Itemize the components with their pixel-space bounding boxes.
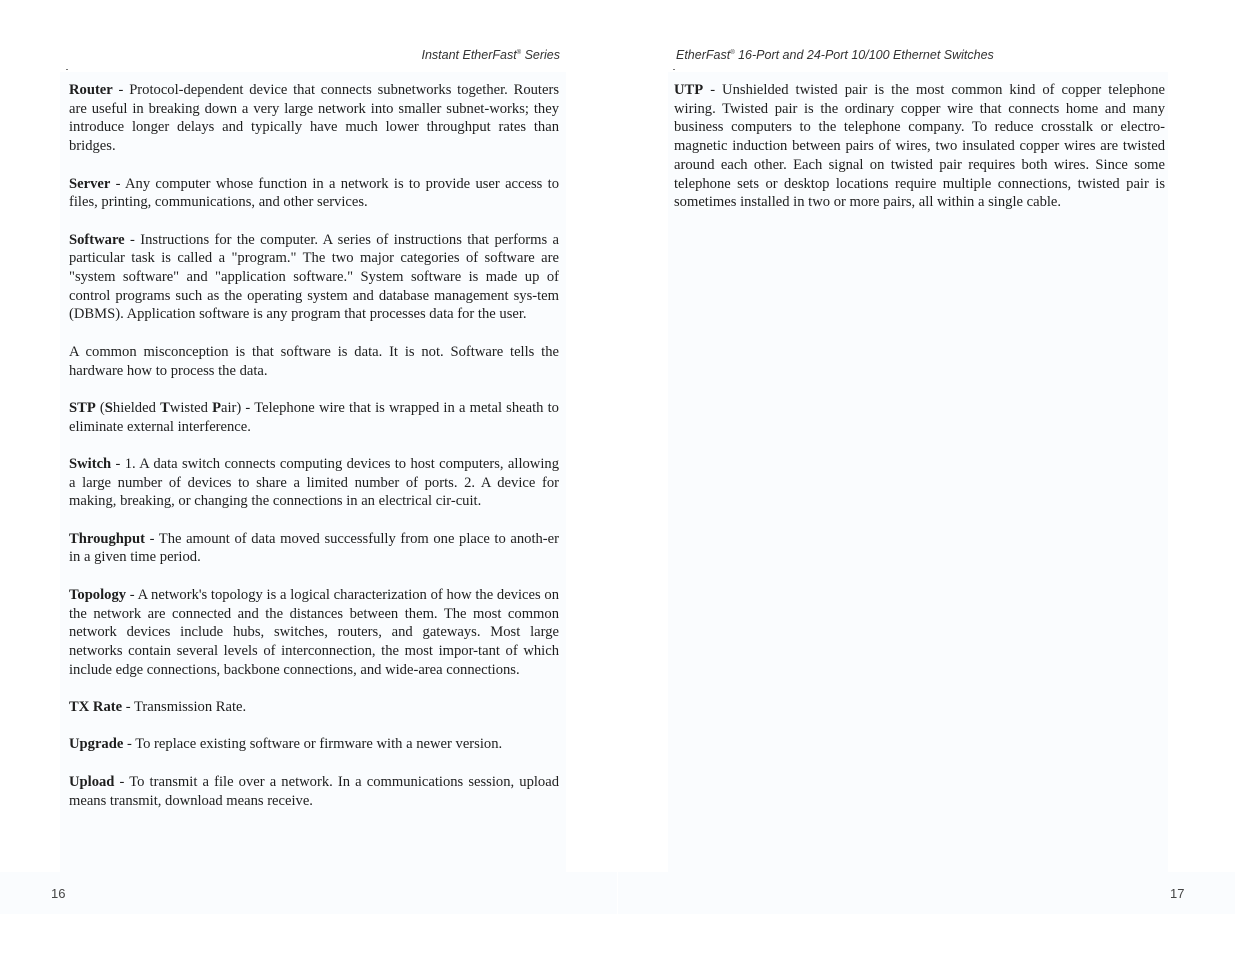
left-page <box>0 0 617 954</box>
right-running-head-suffix: 16-Port and 24-Port 10/100 Ethernet Switches <box>734 48 994 62</box>
stp-letter-p: P <box>212 399 221 416</box>
glossary-definition: - Unshielded twisted pair is the most common kind of copper telephone wiring. Twisted pair is the ordinary copper wire that connects home and many business computers to the telephone company. To reduce crosstalk or electro-magnetic induction between pairs of wires, two insulated copper wires are twisted around each other. Each signal on twisted pair requires both wires. Since some telephone sets or desktop locations require multiple connections, twisted pair is sometimes installed in two or more pairs, all within a single cable. <box>674 82 1165 211</box>
glossary-term: Router <box>69 82 113 98</box>
right-corner-mark <box>673 69 675 70</box>
glossary-entry-topology <box>69 586 559 680</box>
left-running-head-mark: ® <box>516 50 522 56</box>
glossary-term: Switch <box>69 455 112 472</box>
glossary-entry-upload <box>69 773 559 810</box>
right-folio-band <box>618 872 1235 914</box>
glossary-definition: - Transmission Rate. <box>122 699 247 716</box>
glossary-term: Topology <box>69 586 127 603</box>
glossary-entry-upgrade <box>69 735 559 754</box>
glossary-definition: - Instructions for the computer. A series of instructions that performs a particular task is called a "program." The two major categories of software are "system software" and "application software." System software is made up of control programs such as the operating system and database management sys-tem (DBMS). Application software is any program that processes data for the user. <box>69 231 559 323</box>
glossary-term: Software <box>69 231 125 248</box>
glossary-term: Upgrade <box>69 736 124 753</box>
right-page <box>618 0 1235 954</box>
stp-letter-t: T <box>160 399 170 416</box>
glossary-definition: - The amount of data moved successfully from one place to anoth-er in a given time period. <box>69 530 559 566</box>
stp-word-shielded: hielded <box>112 399 161 416</box>
right-page-number: 17 <box>1170 886 1185 901</box>
stp-word-pair: air) <box>221 399 242 416</box>
glossary-definition: - To replace existing software or firmware with a newer version. <box>123 736 503 753</box>
glossary-entry-throughput <box>69 530 559 567</box>
left-running-head-title: Instant EtherFast <box>421 48 517 62</box>
right-glossary-column <box>674 81 1165 231</box>
left-running-head-suffix: Series <box>521 48 560 62</box>
glossary-definition: - Telephone wire that is wrapped in a metal sheath to eliminate external interference. <box>69 399 559 435</box>
left-running-head <box>421 48 560 62</box>
right-running-head-title: EtherFast <box>676 48 731 62</box>
left-folio-band <box>0 872 617 914</box>
glossary-entry-stp <box>69 399 559 436</box>
glossary-note-software <box>69 343 559 380</box>
glossary-entry-utp <box>674 81 1165 212</box>
stp-expansion-open: ( <box>95 399 105 416</box>
glossary-term: UTP <box>674 82 704 98</box>
glossary-term: Server <box>69 175 111 192</box>
right-running-head <box>676 48 994 62</box>
right-running-head-mark: ® <box>730 50 735 56</box>
glossary-entry-switch <box>69 455 559 511</box>
glossary-term: Upload <box>69 773 115 790</box>
stp-word-twisted: wisted <box>169 399 213 416</box>
glossary-term: Throughput <box>69 530 145 547</box>
glossary-definition: - Protocol-dependent device that connects subnetworks together. Routers are useful in breaking down a very large network into smaller subnet-works; they introduce longer delays and typically have much lower throughput rates than bridges. <box>69 82 559 155</box>
left-glossary-column <box>69 81 559 829</box>
glossary-definition: - A network's topology is a logical characterization of how the devices on the network are connected and the distances between them. The most common network devices include hubs, switches, routers, and gateways. Most large networks contain several levels of interconnection, the most impor-tant of which include edge connections, backbone connections, and wide-area connections. <box>69 586 559 678</box>
stp-letter-s: S <box>104 399 113 416</box>
glossary-definition: - Any computer whose function in a network is to provide user access to files, printing, communications, and other services. <box>69 175 559 211</box>
glossary-entry-software <box>69 231 559 325</box>
glossary-entry-router <box>69 81 559 156</box>
glossary-term: TX Rate <box>69 699 123 716</box>
glossary-term: STP <box>69 399 96 416</box>
glossary-note-text: A common misconception is that software is data. It is not. Software tells the hardware how to process the data. <box>69 343 559 379</box>
glossary-definition: - To transmit a file over a network. In a communications session, upload means transmit, download means receive. <box>69 773 559 809</box>
left-corner-mark <box>66 69 68 70</box>
glossary-entry-tx-rate <box>69 698 559 717</box>
glossary-definition: - 1. A data switch connects computing devices to host computers, allowing a large number of devices to share a limited number of ports. 2. A device for making, breaking, or changing the connections in an electrical cir-cuit. <box>69 455 559 510</box>
glossary-entry-server <box>69 175 559 212</box>
left-page-number: 16 <box>51 886 66 901</box>
